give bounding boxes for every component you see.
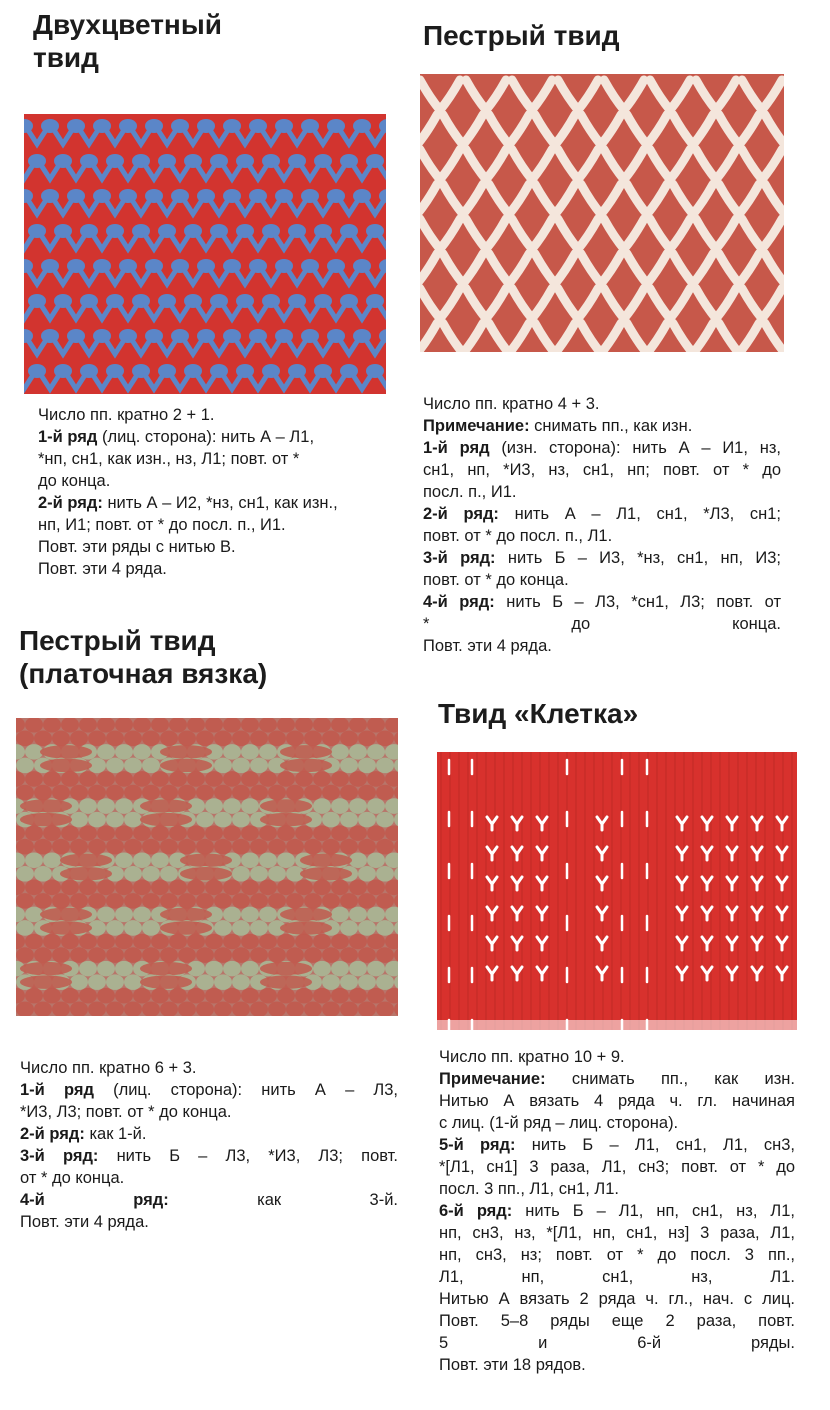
instruction-line: [423, 459, 781, 481]
title-line: Двухцветный: [33, 9, 222, 40]
check-tweed-instructions: [439, 1046, 795, 1376]
row-label: Примечание:: [439, 1070, 546, 1088]
motley-tweed-title: [423, 19, 620, 52]
check-tweed-title: [438, 697, 638, 730]
instruction-line: [423, 503, 781, 525]
instruction-line: [439, 1112, 795, 1134]
instruction-line: [423, 547, 781, 569]
instruction-text: * до конца.: [423, 615, 781, 633]
instruction-text: Повт. эти 4 ряда.: [38, 560, 167, 578]
instruction-text: Нитью А вязать 2 ряда ч. гл., нач. с лиц.: [439, 1290, 795, 1308]
row-label: 3-й ряд:: [423, 549, 496, 567]
instruction-text: Повт. эти ряды с нитью В.: [38, 538, 236, 556]
title-line: твид: [33, 42, 99, 73]
instruction-text: Повт. эти 4 ряда.: [20, 1213, 149, 1231]
instruction-line: [423, 415, 781, 437]
instruction-line: [38, 558, 400, 580]
instruction-text: посл. п., И1.: [423, 483, 517, 501]
garter-tweed-swatch-image: [16, 718, 398, 1016]
instruction-line: [423, 393, 781, 415]
title-line: Пестрый твид: [19, 625, 216, 656]
instruction-text: Число пп. кратно 2 + 1.: [38, 406, 215, 424]
two-color-tweed-title: [33, 8, 222, 74]
instruction-line: [439, 1288, 795, 1310]
instruction-line: [38, 448, 400, 470]
instruction-line: [439, 1354, 795, 1376]
instruction-text: нить А – Л1, сн1, *Л3, сн1;: [498, 505, 782, 523]
garter-tweed-title: [19, 624, 267, 690]
instruction-text: Повт. 5–8 ряды еще 2 раза, повт.: [439, 1312, 795, 1330]
row-label: 6-й ряд:: [439, 1202, 513, 1220]
row-label: 1-й ряд: [423, 439, 490, 457]
instruction-line: [423, 613, 781, 635]
instruction-text: *нп, сн1, как изн., нз, Л1; повт. от *: [38, 450, 300, 468]
two-color-tweed-instructions: [38, 404, 400, 580]
instruction-line: [38, 404, 400, 426]
instruction-text: с лиц. (1-й ряд – лиц. сторона).: [439, 1114, 679, 1132]
instruction-text: 5 и 6-й ряды.: [439, 1334, 795, 1352]
title-line: (платочная вязка): [19, 658, 268, 689]
instruction-text: Число пп. кратно 6 + 3.: [20, 1059, 197, 1077]
instruction-text: снимать пп., как изн.: [545, 1070, 795, 1088]
instruction-text: нить Б – Л3, *И3, Л3; повт.: [98, 1147, 398, 1165]
instruction-text: сн1, нп, *И3, нз, сн1, нп; повт. от * до: [423, 461, 781, 479]
instruction-line: [439, 1310, 795, 1332]
instruction-line: [439, 1090, 795, 1112]
instruction-text: (лиц. сторона): нить А – Л3,: [93, 1081, 398, 1099]
instruction-text: нить Б – И3, *нз, сн1, нп, И3;: [495, 549, 781, 567]
instruction-line: [423, 525, 781, 547]
instruction-text: нп, сн3, нз; повт. от * до посл. 3 пп.,: [439, 1246, 795, 1264]
instruction-line: [20, 1167, 398, 1189]
instruction-text: повт. от * до конца.: [423, 571, 569, 589]
instruction-text: нить Б – Л3, *сн1, Л3; повт. от: [494, 593, 781, 611]
instruction-line: [423, 481, 781, 503]
title-line: Пестрый твид: [423, 20, 620, 51]
motley-tweed-instructions: [423, 393, 781, 657]
row-label: 3-й ряд:: [20, 1147, 99, 1165]
instruction-line: [439, 1332, 795, 1354]
instruction-line: [439, 1178, 795, 1200]
instruction-text: как 1-й.: [84, 1125, 147, 1143]
instruction-text: Число пп. кратно 4 + 3.: [423, 395, 600, 413]
instruction-text: Л1, нп, сн1, нз, Л1.: [439, 1268, 795, 1286]
instruction-line: [38, 470, 400, 492]
instruction-text: *[Л1, сн1] 3 раза, Л1, сн3; повт. от * до: [439, 1158, 795, 1176]
instruction-line: [20, 1189, 398, 1211]
instruction-text: Повт. эти 4 ряда.: [423, 637, 552, 655]
row-label: 4-й ряд:: [20, 1191, 169, 1209]
instruction-text: (изн. сторона): нить А – И1, нз,: [489, 439, 781, 457]
instruction-text: нить Б – Л1, нп, сн1, нз, Л1,: [512, 1202, 795, 1220]
row-label: 2-й ряд:: [38, 494, 103, 512]
instruction-line: [423, 591, 781, 613]
garter-tweed-instructions: [20, 1057, 398, 1233]
instruction-line: [20, 1123, 398, 1145]
instruction-text: *И3, Л3; повт. от * до конца.: [20, 1103, 232, 1121]
instruction-line: [20, 1145, 398, 1167]
row-label: Примечание:: [423, 417, 530, 435]
instruction-text: Нитью А вязать 4 ряда ч. гл. начиная: [439, 1092, 795, 1110]
instruction-text: нп, сн3, нз, *[Л1, нп, сн1, нз] 3 раза, Л1,: [439, 1224, 795, 1242]
instruction-text: нп, И1; повт. от * до посл. п., И1.: [38, 516, 286, 534]
instruction-text: Число пп. кратно 10 + 9.: [439, 1048, 625, 1066]
check-tweed-swatch-image: [437, 752, 797, 1030]
two-color-tweed-swatch-image: [24, 114, 386, 394]
instruction-text: посл. 3 пп., Л1, сн1, Л1.: [439, 1180, 620, 1198]
row-label: 5-й ряд:: [439, 1136, 516, 1154]
instruction-text: до конца.: [38, 472, 111, 490]
instruction-text: как 3-й.: [168, 1191, 398, 1209]
instruction-line: [439, 1156, 795, 1178]
instruction-line: [439, 1222, 795, 1244]
instruction-line: [38, 536, 400, 558]
instruction-text: нить Б – Л1, сн1, Л1, сн3,: [515, 1136, 795, 1154]
instruction-line: [423, 437, 781, 459]
motley-tweed-swatch-image: [420, 74, 784, 352]
instruction-text: повт. от * до посл. п., Л1.: [423, 527, 613, 545]
row-label: 2-й ряд:: [423, 505, 499, 523]
instruction-text: Повт. эти 18 рядов.: [439, 1356, 586, 1374]
instruction-line: [20, 1101, 398, 1123]
instruction-line: [20, 1211, 398, 1233]
instruction-text: (лиц. сторона): нить А – Л1,: [97, 428, 315, 446]
instruction-line: [439, 1200, 795, 1222]
row-label: 2-й ряд:: [20, 1125, 85, 1143]
instruction-line: [439, 1046, 795, 1068]
instruction-line: [20, 1057, 398, 1079]
instruction-line: [38, 426, 400, 448]
instruction-line: [439, 1134, 795, 1156]
instruction-line: [423, 569, 781, 591]
row-label: 1-й ряд: [20, 1081, 94, 1099]
instruction-line: [20, 1079, 398, 1101]
instruction-line: [439, 1244, 795, 1266]
title-line: Твид «Клетка»: [438, 698, 639, 729]
instruction-line: [38, 514, 400, 536]
instruction-text: от * до конца.: [20, 1169, 125, 1187]
instruction-line: [439, 1068, 795, 1090]
row-label: 1-й ряд: [38, 428, 98, 446]
instruction-line: [38, 492, 400, 514]
row-label: 4-й ряд:: [423, 593, 495, 611]
instruction-text: нить А – И2, *нз, сн1, как изн.,: [102, 494, 338, 512]
instruction-line: [423, 635, 781, 657]
instruction-text: снимать пп., как изн.: [529, 417, 693, 435]
instruction-line: [439, 1266, 795, 1288]
